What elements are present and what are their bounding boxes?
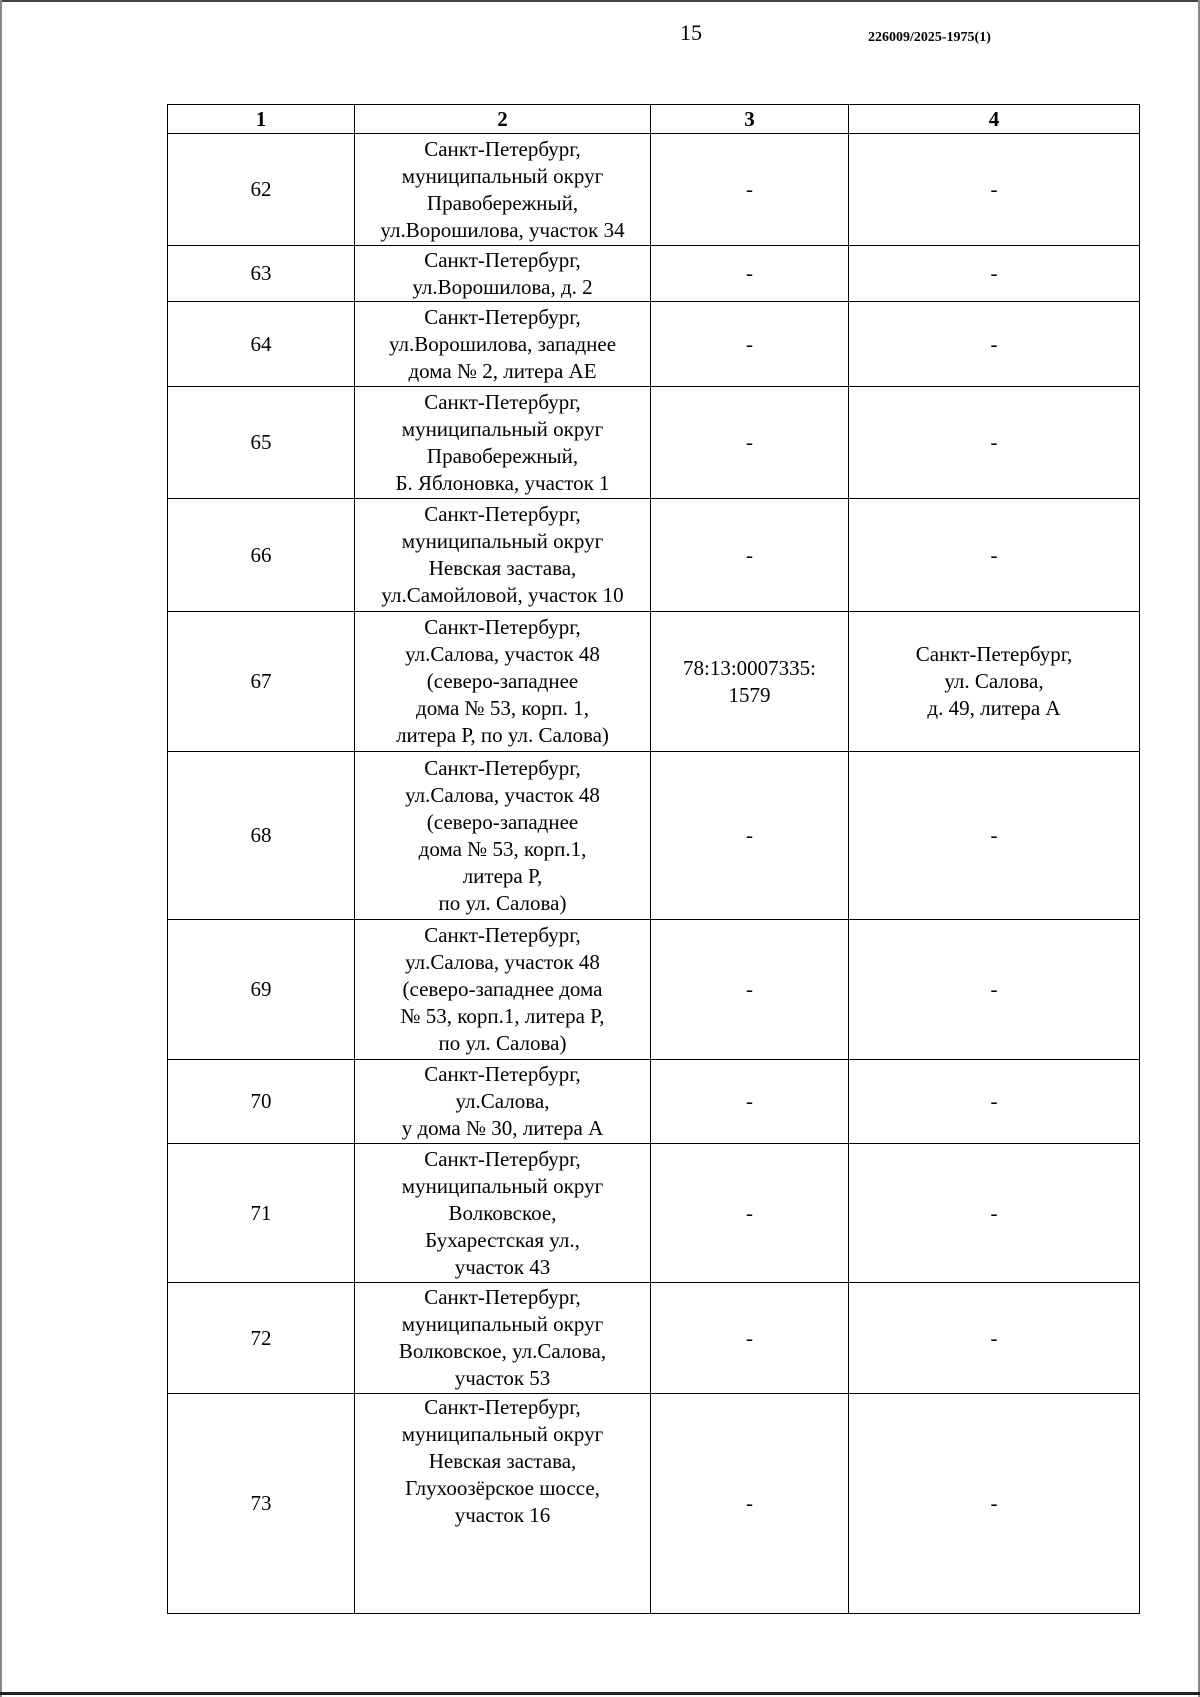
cadastral-cell: - bbox=[651, 387, 849, 499]
page-number: 15 bbox=[680, 20, 702, 45]
address-cell: Санкт-Петербург, муниципальный округ Невская застава, ул.Самойловой, участок 10 bbox=[355, 499, 651, 612]
cadastral-cell: - bbox=[651, 1283, 849, 1394]
row-number: 64 bbox=[168, 302, 355, 387]
object-cell: - bbox=[849, 1060, 1140, 1144]
object-cell: - bbox=[849, 920, 1140, 1060]
address-cell: Санкт-Петербург, ул.Ворошилова, д. 2 bbox=[355, 246, 651, 302]
left-page-edge bbox=[0, 0, 2, 1697]
row-number: 63 bbox=[168, 246, 355, 302]
table-row bbox=[168, 1060, 1140, 1144]
object-cell: - bbox=[849, 499, 1140, 612]
column-header-4: 4 bbox=[849, 105, 1140, 134]
table-row bbox=[168, 1394, 1140, 1614]
address-cell: Санкт-Петербург, муниципальный округ Волковское, ул.Салова, участок 53 bbox=[355, 1283, 651, 1394]
bottom-border-line bbox=[0, 1692, 1200, 1695]
row-number: 62 bbox=[168, 134, 355, 246]
row-number: 67 bbox=[168, 612, 355, 752]
cadastral-cell: - bbox=[651, 1144, 849, 1283]
address-cell: Санкт-Петербург, ул.Салова, участок 48 (северо-западнее дома № 53, корп. 1, литера Р, по ул. Салова) bbox=[355, 612, 651, 752]
table-row bbox=[168, 387, 1140, 499]
row-number: 70 bbox=[168, 1060, 355, 1144]
top-border-line bbox=[0, 0, 1200, 2]
table-row bbox=[168, 920, 1140, 1060]
table-row bbox=[168, 302, 1140, 387]
address-cell: Санкт-Петербург, ул.Салова, участок 48 (северо-западнее дома № 53, корп.1, литера Р, по ул. Салова) bbox=[355, 920, 651, 1060]
cadastral-cell: - bbox=[651, 752, 849, 920]
row-number: 73 bbox=[168, 1394, 355, 1614]
cadastral-cell: - bbox=[651, 499, 849, 612]
address-cell: Санкт-Петербург, ул.Салова, участок 48 (северо-западнее дома № 53, корп.1, литера Р, по ул. Салова) bbox=[355, 752, 651, 920]
cadastral-cell: - bbox=[651, 302, 849, 387]
table-row bbox=[168, 752, 1140, 920]
object-cell: - bbox=[849, 134, 1140, 246]
object-cell: - bbox=[849, 752, 1140, 920]
table-row bbox=[168, 1144, 1140, 1283]
object-cell: - bbox=[849, 1283, 1140, 1394]
row-number: 66 bbox=[168, 499, 355, 612]
row-number: 65 bbox=[168, 387, 355, 499]
row-number: 72 bbox=[168, 1283, 355, 1394]
table-header-row bbox=[168, 105, 1140, 134]
address-cell: Санкт-Петербург, муниципальный округ Правобережный, Б. Яблоновка, участок 1 bbox=[355, 387, 651, 499]
row-number: 69 bbox=[168, 920, 355, 1060]
table-row bbox=[168, 612, 1140, 752]
cadastral-cell: - bbox=[651, 1394, 849, 1614]
address-cell: Санкт-Петербург, муниципальный округ Правобережный, ул.Ворошилова, участок 34 bbox=[355, 134, 651, 246]
column-header-3: 3 bbox=[651, 105, 849, 134]
object-cell: - bbox=[849, 1144, 1140, 1283]
cadastral-cell: 78:13:0007335: 1579 bbox=[651, 612, 849, 752]
column-header-1: 1 bbox=[168, 105, 355, 134]
table-row bbox=[168, 134, 1140, 246]
address-cell: Санкт-Петербург, муниципальный округ Невская застава, Глухоозёрское шоссе, участок 16 bbox=[355, 1394, 651, 1614]
row-number: 71 bbox=[168, 1144, 355, 1283]
row-number: 68 bbox=[168, 752, 355, 920]
object-cell: - bbox=[849, 1394, 1140, 1614]
cadastral-cell: - bbox=[651, 1060, 849, 1144]
object-cell: - bbox=[849, 387, 1140, 499]
table-row bbox=[168, 499, 1140, 612]
object-cell: Санкт-Петербург, ул. Салова, д. 49, литера А bbox=[849, 612, 1140, 752]
cadastral-cell: - bbox=[651, 920, 849, 1060]
cadastral-cell: - bbox=[651, 246, 849, 302]
address-cell: Санкт-Петербург, муниципальный округ Волковское, Бухарестская ул., участок 43 bbox=[355, 1144, 651, 1283]
column-header-2: 2 bbox=[355, 105, 651, 134]
address-cell: Санкт-Петербург, ул.Салова, у дома № 30, литера А bbox=[355, 1060, 651, 1144]
table-row bbox=[168, 1283, 1140, 1394]
address-cell: Санкт-Петербург, ул.Ворошилова, западнее дома № 2, литера АЕ bbox=[355, 302, 651, 387]
document-number: 226009/2025-1975(1) bbox=[868, 30, 991, 45]
object-cell: - bbox=[849, 246, 1140, 302]
object-cell: - bbox=[849, 302, 1140, 387]
cadastral-cell: - bbox=[651, 134, 849, 246]
table-row bbox=[168, 246, 1140, 302]
data-table bbox=[167, 104, 1140, 1614]
